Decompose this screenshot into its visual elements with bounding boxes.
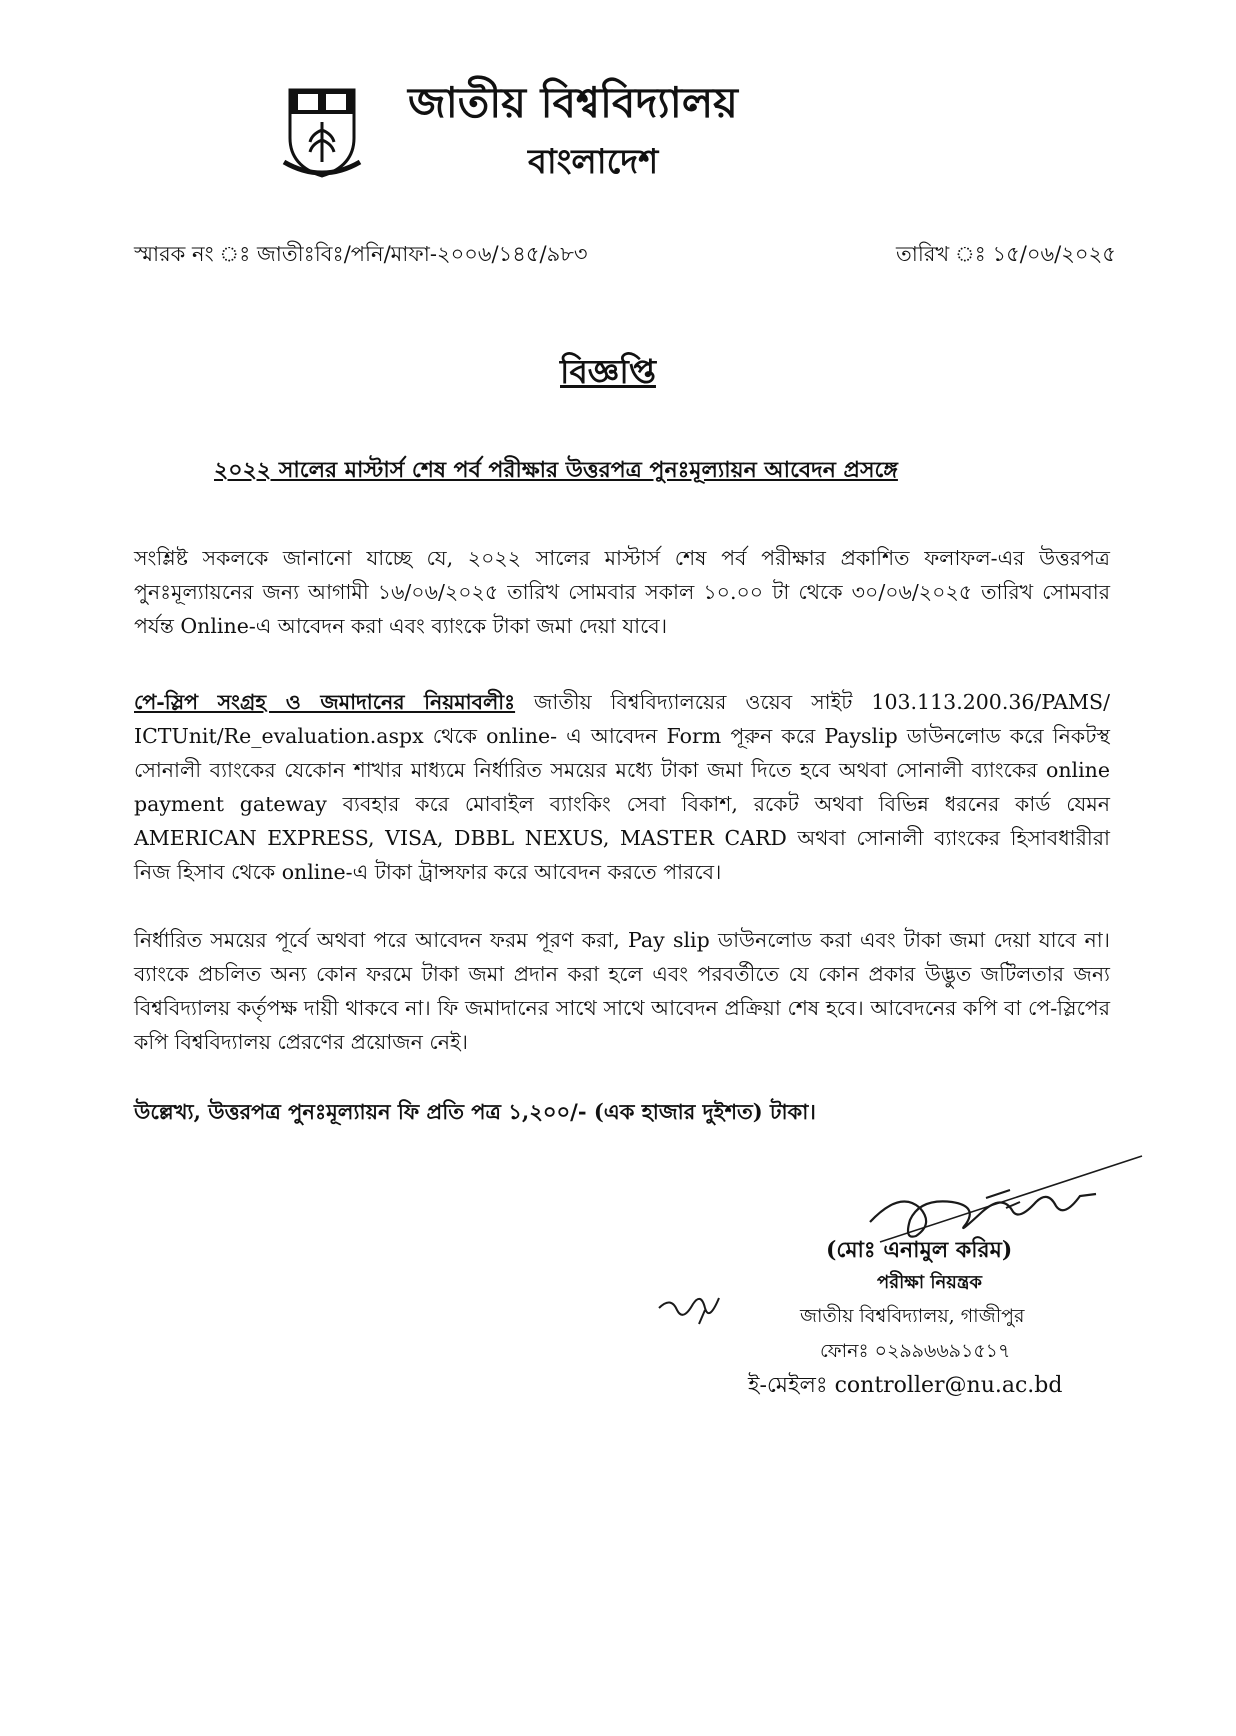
memo-number: স্মারক নং ঃ জাতীঃবিঃ/পনি/মাফা-২০০৬/১৪৫/৯৮৩ [134, 242, 588, 266]
paragraph-announcement: সংশ্লিষ্ট সকলকে জানানো যাচ্ছে যে, ২০২২ সালের মাস্টার্স শেষ পর্ব পরীক্ষার প্রকাশিত ফলাফল-এর উত্তরপত্র পুনঃমূল্যায়নের জন্য আগামী ১৬/০৬/২০২৫ তারিখ সোমবার সকাল ১০.০০ টা থেকে ৩০/০৬/২০২৫ তারিখ সোমবার পর্যন্ত Online-এ আবেদন করা এবং ব্যাংকে টাকা জমা দেয়া যাবে। [134, 546, 1110, 638]
signatory-email: ই-মেইলঃ controller@nu.ac.bd [748, 1373, 1063, 1398]
university-name: জাতীয় বিশ্ববিদ্যালয় [408, 78, 738, 127]
signatory-phone: ফোনঃ ০২৯৯৬৬৯১৫১৭ [820, 1340, 1011, 1362]
university-country: বাংলাদেশ [528, 142, 659, 182]
signatory-name: (মোঃ এনামুল করিম) [826, 1237, 1013, 1263]
paragraph-conditions: নির্ধারিত সময়ের পূর্বে অথবা পরে আবেদন ফরম পূরণ করা, Pay slip ডাউনলোড করা এবং টাকা জমা দেয়া যাবে না। ব্যাংকে প্রচলিত অন্য কোন ফরমে টাকা জমা প্রদান করা হলে এবং পরবর্তীতে যে কোন প্রকার উদ্ভুত জটিলতার জন্য বিশ্ববিদ্যালয় কর্তৃপক্ষ দায়ী থাকবে না। ফি জমাদানের সাথে সাথে আবেদন প্রক্রিয়া শেষ হবে। আবেদনের কপি বা পে-স্লিপের কপি বিশ্ববিদ্যালয় প্রেরণের প্রয়োজন নেই। [134, 928, 1110, 1054]
signatory-title: পরীক্ষা নিয়ন্ত্রক [877, 1272, 982, 1293]
notice-heading: বিজ্ঞপ্তি [560, 352, 656, 391]
fee-note: উল্লেখ্য, উত্তরপত্র পুনঃমূল্যায়ন ফি প্রতি পত্র ১,২০০/- (এক হাজার দুইশত) টাকা। [134, 1099, 816, 1124]
notice-subject: ২০২২ সালের মাস্টার্স শেষ পর্ব পরীক্ষার উত্তরপত্র পুনঃমূল্যায়ন আবেদন প্রসঙ্গে [214, 457, 898, 483]
memo-date: তারিখ ঃ ১৫/০৬/২০২৫ [896, 242, 1116, 266]
initials-mark [655, 1288, 725, 1328]
payslip-rules-text: জাতীয় বিশ্ববিদ্যালয়ের ওয়েব সাইট 103.113.200.36/PAMS/ ICTUnit/Re_evaluation.aspx থেকে online- এ আবেদন Form পূরুন করে Payslip ডাউনলোড করে নিকটস্থ সোনালী ব্যাংকের যেকোন শাখার মাধ্যমে নির্ধারিত সময়ের মধ্যে টাকা জমা দিতে হবে অথবা সোনালী ব্যাংকের online payment gateway ব্যবহার করে মোবাইল ব্যাংকিং সেবা বিকাশ, রকেট অথবা বিভিন্ন ধরনের কার্ড যেমন AMERICAN EXPRESS, VISA, DBBL NEXUS, MASTER CARD অথবা সোনালী ব্যাংকের হিসাবধারীরা নিজ হিসাব থেকে online-এ টাকা ট্রান্সফার করে আবেদন করতে পারবে। [134, 690, 1110, 884]
paragraph-payslip-rules [134, 685, 1110, 889]
signatory-organization: জাতীয় বিশ্ববিদ্যালয়, গাজীপুর [800, 1305, 1025, 1327]
payslip-rules-title: পে-স্লিপ সংগ্রহ ও জমাদানের নিয়মাবলীঃ [134, 690, 516, 714]
university-logo [282, 80, 362, 180]
